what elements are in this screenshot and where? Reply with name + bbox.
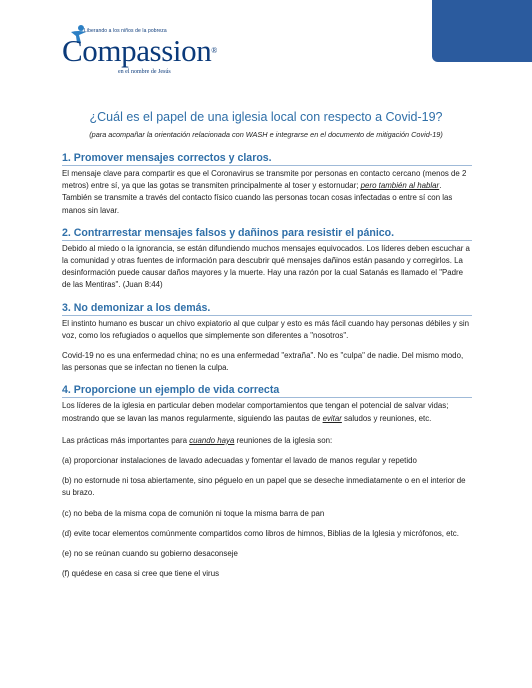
emphasis-text: evitar: [322, 413, 342, 423]
section-paragraph: Las prácticas más importantes para cuando haya reuniones de la iglesia son:: [62, 435, 333, 445]
section-heading: 1. Promover mensajes correctos y claros.: [62, 152, 472, 166]
document-body: [62, 152, 472, 588]
list-item: (a) proporcionar instalaciones de lavado adecuadas y fomentar el lavado de manos regular y repetido: [62, 456, 417, 466]
compassion-logo: [60, 28, 217, 80]
section-paragraph: Covid-19 no es una enfermedad china; no es una enfermedad "extraña". No es "culpa" de nadie. Del mismo modo, las personas que se infectan no tienen la culpa.: [62, 351, 464, 373]
list-item: (e) no se reúnan cuando su gobierno desaconseje: [62, 549, 238, 559]
section-paragraph: Los líderes de la iglesia en particular deben modelar comportamientos que tengan el potencial de salvar vidas; mostrando que se lavan las manos regularmente, siguiendo las pautas de evitar saludos y reuniones, etc.: [62, 401, 449, 423]
list-item: (f) quédese en casa si cree que tiene el virus: [62, 569, 220, 579]
section-paragraph: El instinto humano es buscar un chivo expiatorio al que culpar y esto es más fácil cuando hay personas débiles y sin voz, como los refugiados o aquellos que simplemente son diferentes a "nosotros".: [62, 318, 470, 340]
section-heading: 3. No demonizar a los demás.: [62, 302, 472, 316]
emphasis-text: pero también al hablar: [360, 181, 440, 191]
page-title: ¿Cuál es el papel de una iglesia local con respecto a Covid-19?: [89, 110, 443, 124]
list-item: (b) no estornude ni tosa abiertamente, sino péguelo en un papel que se deseche inmediatamente o en el interior de su brazo.: [62, 476, 466, 498]
logo-tagline: Liberando a los niños de la pobreza: [84, 28, 167, 34]
section-2: [62, 227, 472, 292]
emphasis-text: cuando haya: [189, 435, 235, 445]
list-item: (d) evite tocar elementos comúnmente compartidos como libros de himnos, Biblias de la Iglesia y micrófonos, etc.: [62, 528, 459, 538]
list-item: (c) no beba de la misma copa de comunión ni toque la misma barra de pan: [62, 508, 325, 518]
section-heading: 4. Proporcione un ejemplo de vida correcta: [62, 384, 472, 398]
section-paragraph: Debido al miedo o la ignorancia, se están difundiendo muchos mensajes equivocados. Los líderes deben escuchar a la comunidad y otras fuentes de información para descubrir qué mensajes dañinos están pasando y corregirlos. La desinformación puede causar daños mayores y la muerte. Hay una razón por la cual Satanás es llamado el "Padre de las Mentiras". (Juan 8:44): [62, 243, 470, 290]
logo-subtag: en el nombre de Jesús: [118, 69, 171, 75]
page-subtitle: (para acompañar la orientación relacionada con WASH e integrarse en el documento de mitigación Covid-19): [89, 130, 443, 139]
section-4: [62, 384, 472, 580]
section-3: [62, 302, 472, 375]
header-accent-block: [432, 0, 532, 62]
section-heading: 2. Contrarrestar mensajes falsos y dañinos para resistir el pánico.: [62, 227, 472, 241]
logo-brand: Compassion®: [62, 33, 217, 68]
section-paragraph: El mensaje clave para compartir es que el Coronavirus se transmite por personas en contacto cercano (menos de 2 metros) entre sí, ya que las gotas se transmiten principalmente al toser y estornudar; pero también al hablar. También se transmite a través del contacto físico cuando las personas tocan cosas infectadas o entre sí con las manos sin lavar.: [62, 169, 467, 215]
section-1: [62, 152, 472, 217]
